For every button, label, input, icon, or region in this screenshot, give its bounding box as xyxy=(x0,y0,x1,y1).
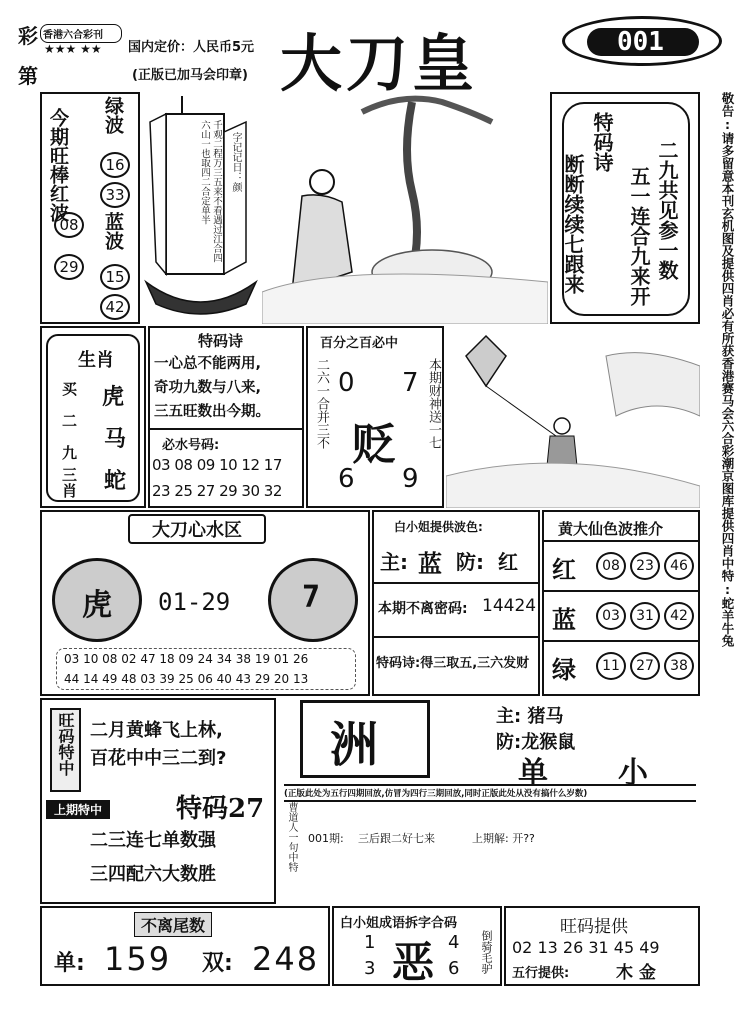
poem-line-3: 断断续续七跟来 xyxy=(561,154,585,294)
huang-box xyxy=(542,510,700,696)
scholar-illustration xyxy=(262,92,548,324)
bai-guard-label: 防: xyxy=(456,550,484,574)
double-value: 248 xyxy=(252,940,320,978)
bai-main-value: 蓝 xyxy=(418,550,442,578)
today-label: 今期旺棒红波 xyxy=(47,108,69,222)
huang-row-label: 红 xyxy=(552,556,576,584)
idiom-left-1: 1 xyxy=(364,932,376,953)
wang-box xyxy=(504,906,700,986)
dadao-box xyxy=(40,510,370,696)
bai-guard-value: 红 xyxy=(498,550,518,574)
zodiac-title: 生肖 xyxy=(78,350,114,371)
must-numbers-row-2: 23 25 27 29 30 32 xyxy=(152,482,282,500)
percent-digit-2: 7 xyxy=(402,368,419,398)
huang-number: 31 xyxy=(630,602,660,630)
wuxing-value: 木 金 xyxy=(616,963,656,983)
notice-label: (正版已加马会印章) xyxy=(132,68,248,83)
lower-tag: 上期特中 xyxy=(46,800,110,819)
huang-number: 42 xyxy=(664,602,694,630)
huang-divider xyxy=(544,640,698,642)
poem2-title: 特码诗 xyxy=(198,332,244,350)
bai-divider-2 xyxy=(374,636,538,638)
dadao-numbers-row-1: 03 10 08 02 47 18 09 24 34 38 19 01 26 xyxy=(64,652,309,666)
zhou-char: 洲 xyxy=(330,717,379,773)
huang-number: 23 xyxy=(630,552,660,580)
bai-code-value: 14424 xyxy=(482,596,537,616)
lower-line-1: 二月黄蜂飞上林, xyxy=(90,720,223,741)
dadao-right-num: 7 xyxy=(302,580,321,615)
zhou-box xyxy=(278,698,698,791)
zodiac-left-3: 九 xyxy=(62,444,78,462)
notice-bar: (正版此处为五行四期回放,仿冒为四行三期回放,同时正版此处从没有搞什么岁数) xyxy=(284,784,696,802)
idiom-char: 恶 xyxy=(392,938,435,987)
star-row: ★★★ ★★ xyxy=(44,42,102,56)
corner-stamp xyxy=(18,18,128,90)
huang-number: 38 xyxy=(664,652,694,680)
corner-stamp-text: 香港六合彩刊 xyxy=(40,24,122,43)
huang-row-label: 绿 xyxy=(552,656,576,684)
dadao-numbers-row-2: 44 14 49 48 03 39 25 06 40 43 29 20 13 xyxy=(64,672,309,686)
huang-number: 46 xyxy=(664,552,694,580)
poem2-line-3: 三五旺数出今期。 xyxy=(154,404,270,420)
bai-divider-1 xyxy=(374,582,538,584)
scholar-drawing xyxy=(262,92,548,324)
percent-digit-4: 9 xyxy=(402,464,419,494)
price-label: 国内定价：人民币5元 xyxy=(128,40,255,55)
dadao-range: 01-29 xyxy=(158,588,231,616)
percent-title: 百分之百必中 xyxy=(320,336,399,351)
right-side-notice: 敬告:请多留意本刊玄机图及提供四肖必有所获香港赛马会六合彩潮京图库提供四肖中特:蛇羊牛兔 xyxy=(720,92,735,647)
bai-code-label: 本期不离密码: xyxy=(378,601,468,617)
percent-right-vertical: 本期财神送一七 xyxy=(426,358,441,449)
green-num-1: 16 xyxy=(100,152,130,178)
blue-num-2: 42 xyxy=(100,294,130,320)
zodiac-left-5: 肖 xyxy=(62,482,78,500)
double-label: 双: xyxy=(202,951,233,976)
ship-illustration xyxy=(142,92,260,324)
percent-left-vertical: 二六一合并三不 xyxy=(314,358,329,449)
ship-poem: 千观二程万三五来不看遇过江合四六山一也取四二合定单半 xyxy=(199,120,222,263)
single-value: 159 xyxy=(104,940,172,978)
idiom-box xyxy=(332,906,502,986)
dadao-left-char: 虎 xyxy=(82,588,112,623)
lower-line-3: 二三连七单数强 xyxy=(90,830,216,851)
today-box xyxy=(40,92,140,324)
kite-drawing xyxy=(446,326,700,508)
stamp-vertical: 旺码特中 xyxy=(50,708,81,792)
poem-line-2: 五一连合九来开 xyxy=(627,166,651,306)
issue-badge xyxy=(562,16,722,66)
huang-title: 黄大仙色波推介 xyxy=(558,520,664,538)
lower-line-2: 百花中中三二到? xyxy=(90,748,227,769)
idiom-left-2: 3 xyxy=(364,958,376,979)
huang-number: 03 xyxy=(596,602,626,630)
bai-poem: 特码诗:得三取五,三六发财 xyxy=(376,656,530,671)
percent-digit-3: 6 xyxy=(338,464,355,494)
zodiac-horse: 马 xyxy=(104,427,127,452)
red-num-2: 29 xyxy=(54,254,84,280)
recap-box xyxy=(278,798,698,904)
zhou-single: 单 xyxy=(518,756,548,791)
tail-title: 不离尾数 xyxy=(134,912,212,937)
zodiac-left-1: 买 xyxy=(62,380,78,398)
poem-box xyxy=(550,92,700,324)
lower-left-box xyxy=(40,698,276,904)
green-num-2: 33 xyxy=(100,182,130,208)
poem2-line-1: 一心总不能两用, xyxy=(154,356,262,372)
green-wave-label: 绿波 xyxy=(102,96,124,134)
poem2-line-2: 奇功九数与八来, xyxy=(154,380,262,396)
idiom-title: 白小姐成语拆字合码 xyxy=(340,916,458,931)
blue-num-1: 15 xyxy=(100,264,130,290)
huang-number: 11 xyxy=(596,652,626,680)
huang-divider xyxy=(544,590,698,592)
corner-line-1: 彩 xyxy=(18,24,38,48)
single-label: 单: xyxy=(54,951,85,976)
recap-issue: 001期: xyxy=(308,832,344,845)
lower-line-4: 三四配六大数胜 xyxy=(90,864,216,885)
zhou-main: 主: 猪马 xyxy=(496,706,564,727)
issue-number: 001 xyxy=(617,27,664,57)
must-numbers-label: 必水号码: xyxy=(162,438,220,453)
recap-vertical: 曹道人一句中特 xyxy=(286,802,297,872)
idiom-right-2: 6 xyxy=(448,958,460,979)
wang-numbers: 02 13 26 31 45 49 xyxy=(512,938,660,957)
recap-text: 三后跟二好七来 xyxy=(358,832,435,845)
zhou-guard: 防:龙猴鼠 xyxy=(496,732,576,753)
zodiac-left-2: 二 xyxy=(62,412,78,430)
bai-box xyxy=(372,510,540,696)
zhou-small: 小 xyxy=(618,756,648,791)
bai-title: 白小姐提供波色: xyxy=(394,520,483,534)
huang-number: 08 xyxy=(596,552,626,580)
huang-number: 27 xyxy=(630,652,660,680)
percent-digit-1: 0 xyxy=(338,368,355,398)
corner-line-2: 第 xyxy=(18,64,38,88)
wang-title: 旺码提供 xyxy=(560,917,628,937)
zodiac-box xyxy=(40,326,146,508)
recap-last: 上期解: 开?? xyxy=(472,832,535,845)
kite-illustration xyxy=(446,326,700,508)
wuxing-label: 五行提供: xyxy=(512,966,570,981)
poem-title: 特码诗 xyxy=(590,112,614,172)
idiom-side: 倒骑毛驴 xyxy=(480,930,493,974)
percent-box xyxy=(306,326,444,508)
bai-main-label: 主: xyxy=(380,550,408,574)
poem2-box xyxy=(148,326,304,508)
zodiac-tiger: 虎 xyxy=(102,385,125,410)
page-title: 大刀皇 xyxy=(280,27,479,100)
red-num-1: 08 xyxy=(54,212,84,238)
idiom-right-1: 4 xyxy=(448,932,460,953)
percent-center-char: 贬 xyxy=(352,419,396,470)
dadao-title: 大刀心水区 xyxy=(128,514,266,544)
ship-note: 字记记日：颜 xyxy=(230,132,241,192)
poem2-divider xyxy=(150,428,302,430)
lower-special: 特码27 xyxy=(176,794,265,824)
huang-row-label: 蓝 xyxy=(552,606,576,634)
blue-wave-label: 蓝波 xyxy=(102,212,124,250)
zodiac-snake: 蛇 xyxy=(104,469,127,494)
must-numbers-row-1: 03 08 09 10 12 17 xyxy=(152,456,282,474)
huang-divider xyxy=(544,540,698,542)
tail-box xyxy=(40,906,330,986)
zodiac-left-4: 三 xyxy=(62,466,78,484)
poem-line-1: 二九共见参一数 xyxy=(655,140,679,280)
